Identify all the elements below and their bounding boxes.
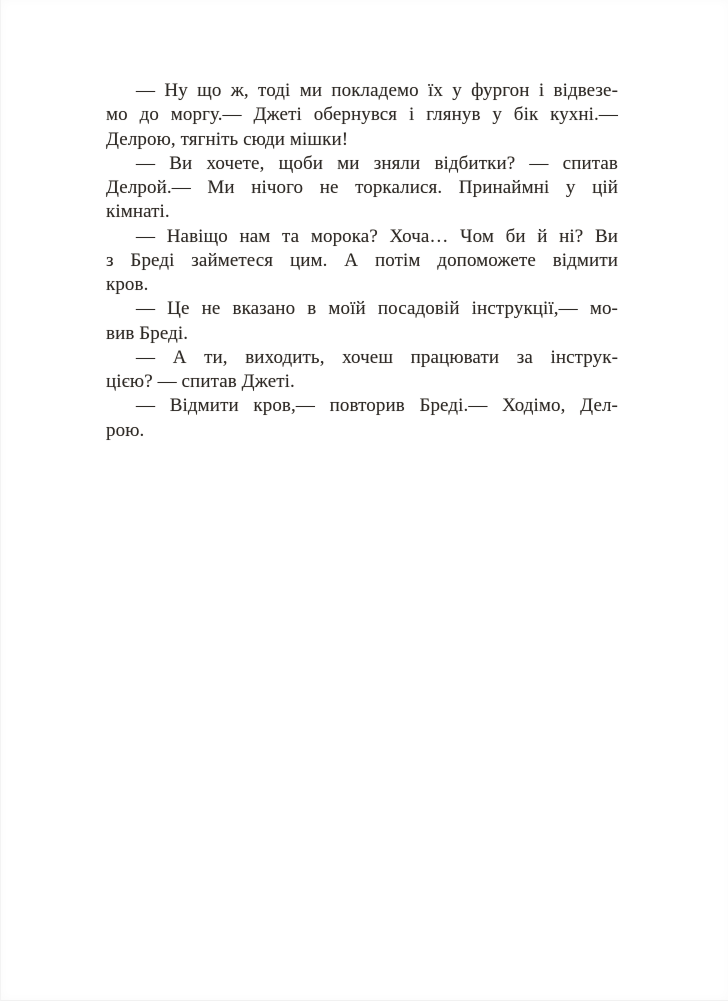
paragraph (106, 79, 618, 152)
paragraph (106, 394, 618, 443)
text-line: цією? — спитав Джеті. (106, 371, 295, 392)
text-line: мо до моргу.— Джеті обернувся і глянув у бік кухні.— (106, 104, 618, 126)
text-line: рою. (106, 419, 145, 441)
text-line: — Ви хочете, щоби ми зняли відбитки? — спитав (136, 152, 618, 174)
text-line: — Ну що ж, тоді ми покладемо їх у фургон і відвезе- (136, 80, 618, 101)
text-line: кімнаті. (106, 201, 170, 223)
paragraph (106, 346, 618, 395)
text-line: вив Бреді. (106, 322, 189, 344)
text-line: — Це не вказано в моїй посадовій інструкції,— мо- (136, 298, 618, 320)
text-line: кров. (106, 274, 149, 295)
paragraph (106, 297, 618, 346)
paragraph (106, 152, 618, 225)
text-line: Делрою, тягніть сюди мішки! (106, 128, 349, 150)
text-line: — Відмити кров,— повторив Бреді.— Ходімо, Дел- (136, 395, 618, 417)
text-line: з Бреді займетеся цим. А потім допоможете відмити (106, 249, 618, 271)
paragraph (106, 225, 618, 298)
text-block (106, 79, 618, 443)
text-line: — Навіщо нам та морока? Хоча… Чом би й ні? Ви (136, 225, 618, 247)
text-line: Делрой.— Ми нічого не торкалися. Принаймні у цій (106, 177, 618, 198)
text-line: — А ти, виходить, хочеш працювати за інструк- (136, 346, 618, 368)
